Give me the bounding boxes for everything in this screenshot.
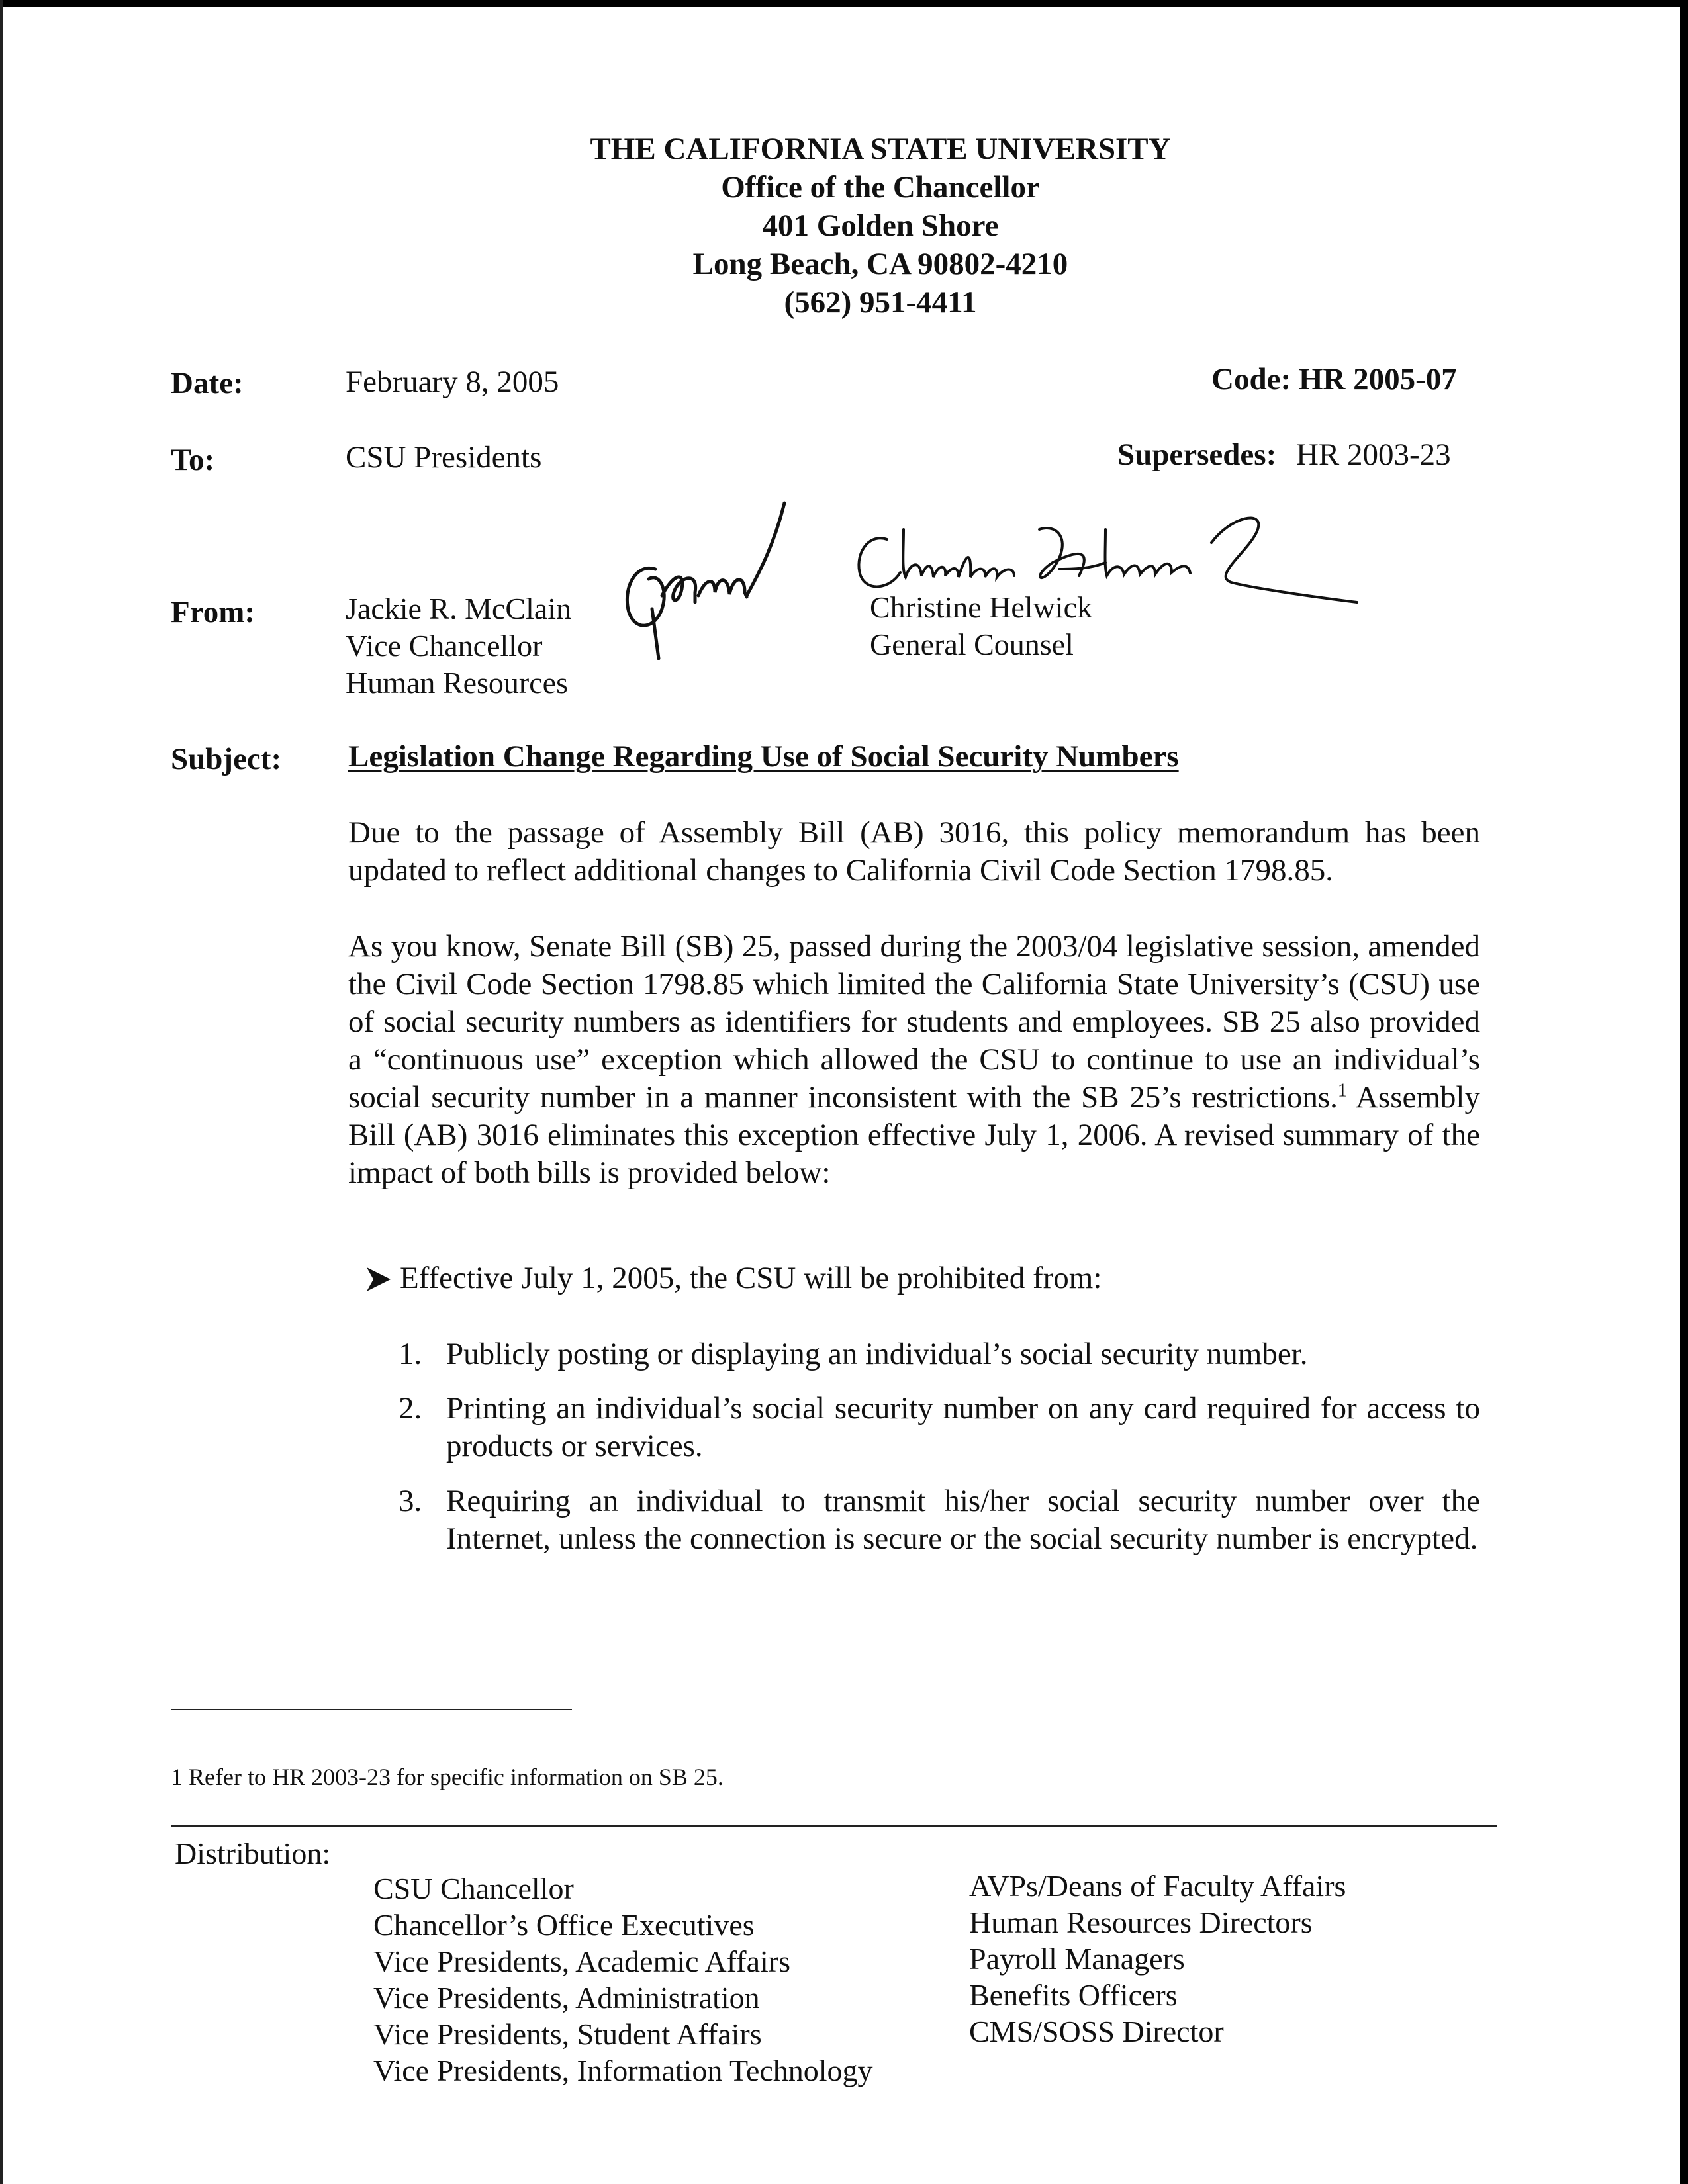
street-address: 401 Golden Shore [762,208,999,243]
body-paragraph-1: Due to the passage of Assembly Bill (AB) 3016, this policy memorandum has been updated to reflect additional changes to California Civil Code Section 1798.85. [348,815,1480,887]
footnote-mark: 1 [171,1764,183,1790]
cosigner-title: General Counsel [870,627,1074,661]
subject-label: Subject: [171,742,282,776]
city-address: Long Beach, CA 90802-4210 [692,247,1068,281]
list-item: CSU Chancellor [373,1872,574,1905]
from-title: Vice Chancellor [346,629,543,662]
scan-border-right [1680,0,1688,2184]
bullet-text: Effective July 1, 2005, the CSU will be prohibited from: [400,1261,1102,1295]
arrowhead-bullet-icon [365,1266,392,1293]
supersedes-value: HR 2003-23 [1295,437,1451,472]
body-paragraph-2-text: As you know, Senate Bill (SB) 25, passed during the 2003/04 legislative session, amended the Civil Code Section 1798.85 which limited the California State University’s (CSU) use of social security numbers as identifiers for students and employees. SB 25 also provided a “continuous use” exception which allowed the CSU to continue to use an individual’s social security number in a manner inconsistent with the SB 25’s restrictions. [348,929,1480,1115]
org-name: THE CALIFORNIA STATE UNIVERSITY [590,132,1171,166]
list-item: Vice Presidents, Administration [373,1981,760,2015]
list-number: 1. [399,1337,422,1371]
distribution-list-left [373,1870,873,2089]
list-item: Chancellor’s Office Executives [373,1908,755,1942]
distribution-list-right [969,1868,1346,2050]
date-value: February 8, 2005 [346,365,559,399]
list-text: Printing an individual’s social security number on any card required for access to products or services. [446,1391,1480,1463]
list-item: Payroll Managers [969,1942,1185,1976]
scan-border-top [0,0,1688,7]
initials-signature [609,496,794,668]
from-name: Jackie R. McClain [346,592,572,625]
list-item: Vice Presidents, Student Affairs [373,2017,762,2051]
to-value: CSU Presidents [346,440,542,475]
list-item: CMS/SOSS Director [969,2015,1224,2048]
supersedes-field [1117,437,1451,473]
from-block [346,590,571,702]
code-value: HR 2005-07 [1298,362,1457,396]
helwick-signature [841,503,1370,615]
cosigner-name: Christine Helwick [870,590,1092,624]
distribution-label: Distribution: [175,1837,331,1870]
body-paragraph-2 [348,928,1480,1192]
body-paragraph-2-continued: Assembly Bill (AB) 3016 eliminates this exception effective July 1, 2006. A revised summary of the impact of both bills is provided below: [348,1080,1480,1190]
footnote-reference: 1 [1337,1080,1347,1101]
list-text: Publicly posting or displaying an individual’s social security number. [446,1337,1308,1371]
list-number: 3. [399,1484,422,1518]
footnote-text: Refer to HR 2003-23 for specific information on SB 25. [189,1764,724,1790]
distribution-separator [171,1825,1497,1827]
scan-border-left [0,0,3,2184]
from-department: Human Resources [346,666,568,700]
list-item: Human Resources Directors [969,1905,1313,1939]
subject-value: Legislation Change Regarding Use of Social Security Numbers [348,739,1179,774]
date-label: Date: [171,366,244,400]
list-item: Vice Presidents, Information Technology [373,2054,873,2087]
from-label: From: [171,595,256,629]
footnote-separator [171,1709,572,1710]
code-label: Code: [1211,362,1291,396]
office-name: Office of the Chancellor [721,170,1040,205]
list-item: Vice Presidents, Academic Affairs [373,1944,790,1978]
supersedes-label: Supersedes: [1117,437,1277,472]
footnote [171,1763,724,1791]
phone-number: (562) 951-4411 [784,285,977,320]
list-text: Requiring an individual to transmit his/her social security number over the Internet, unless the connection is secure or the social security number is encrypted. [446,1484,1480,1556]
list-item: Benefits Officers [969,1978,1178,2012]
list-item: AVPs/Deans of Faculty Affairs [969,1869,1346,1903]
code-field [1211,361,1457,397]
to-label: To: [171,443,215,477]
list-number: 2. [399,1391,422,1426]
